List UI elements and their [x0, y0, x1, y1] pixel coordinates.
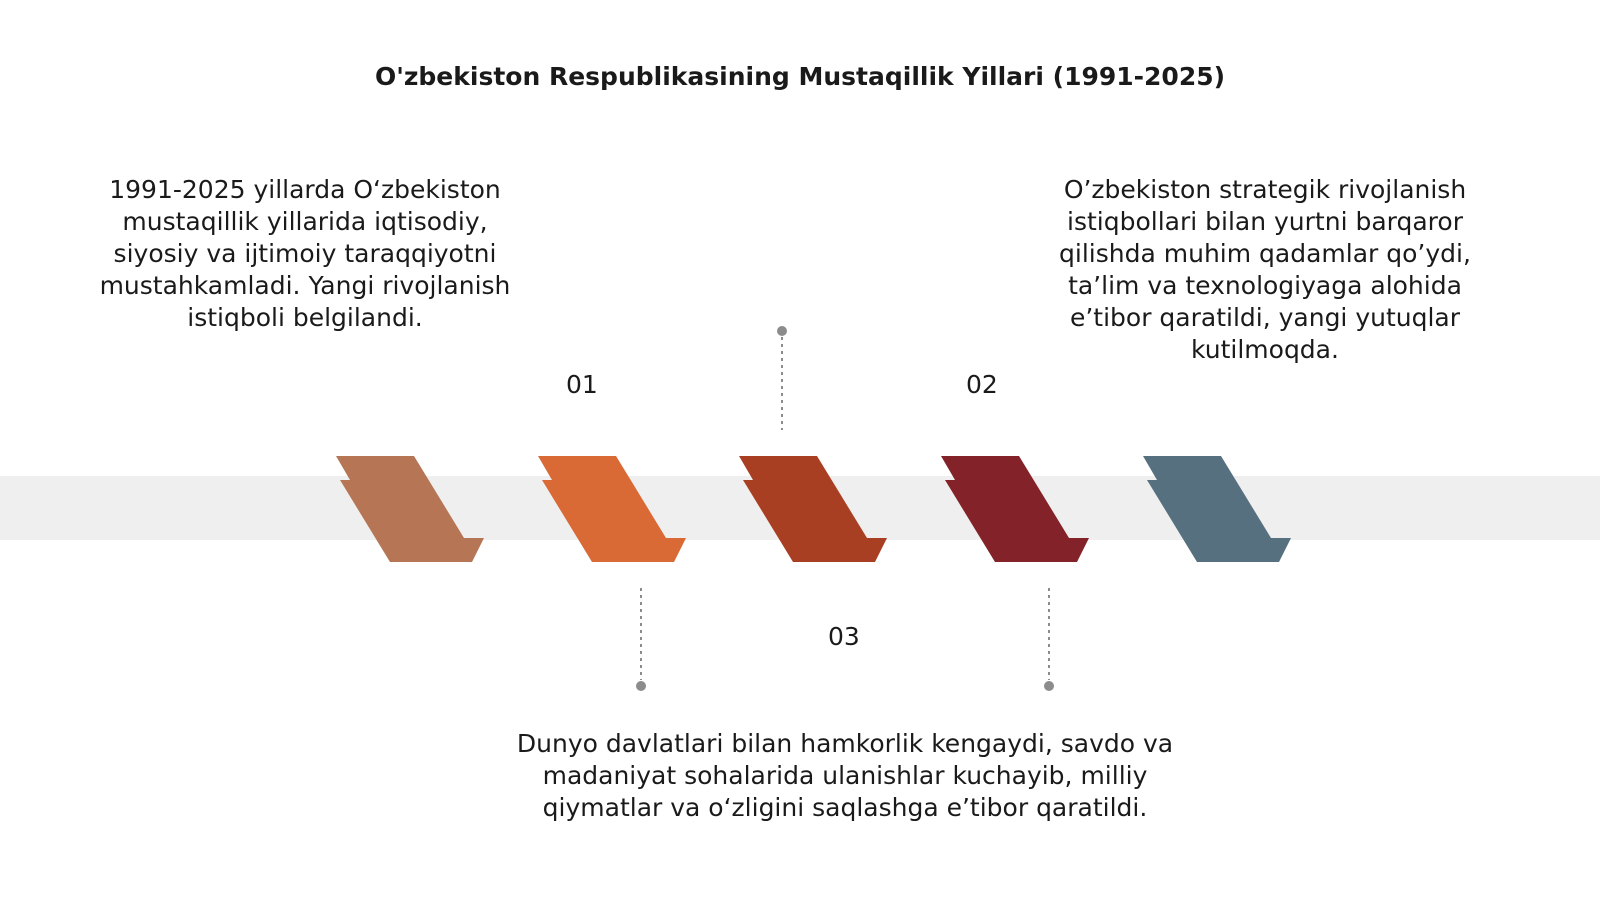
chevron-shape: [336, 456, 484, 562]
timeline-chevron-5: [1143, 456, 1291, 562]
step-text-01: 1991-2025 yillarda O‘zbekiston mustaqillik yillarida iqtisodiy, siyosiy va ijtimoiy taraqqiyotni mustahkamladi. Yangi rivojlanish istiqboli belgilandi.: [99, 175, 511, 332]
step-text-02: O’zbekiston strategik rivojlanish istiqbollari bilan yurtni barqaror qilishda muhim qadamlar qo’ydi, ta’lim va texnologiyaga alohida e’tibor qaratildi, yangi yutuqlar kutilmoqda.: [1059, 175, 1471, 364]
timeline-chevron-4: [941, 456, 1089, 562]
connector-bottom-left: [635, 588, 647, 692]
connector-bottom-right: [1043, 588, 1055, 692]
step-number-03: 03: [828, 622, 860, 651]
timeline-chevron-1: [336, 456, 484, 562]
chevron-shape: [538, 456, 686, 562]
connector-top: [776, 325, 788, 430]
timeline-chevron-3: [739, 456, 887, 562]
chevron-shape: [1143, 456, 1291, 562]
page-title: O'zbekiston Respublikasining Mustaqillik Yillari (1991-2025): [374, 62, 1226, 91]
chevron-shape: [941, 456, 1089, 562]
step-number-01: 01: [566, 370, 598, 399]
chevron-shape: [739, 456, 887, 562]
timeline-chevron-2: [538, 456, 686, 562]
step-text-03: Dunyo davlatlari bilan hamkorlik kengaydi, savdo va madaniyat sohalarida ulanishlar kuchayib, milliy qiymatlar va o‘zligini saqlashga e’tibor qaratildi.: [516, 729, 1174, 822]
step-number-02: 02: [966, 370, 998, 399]
